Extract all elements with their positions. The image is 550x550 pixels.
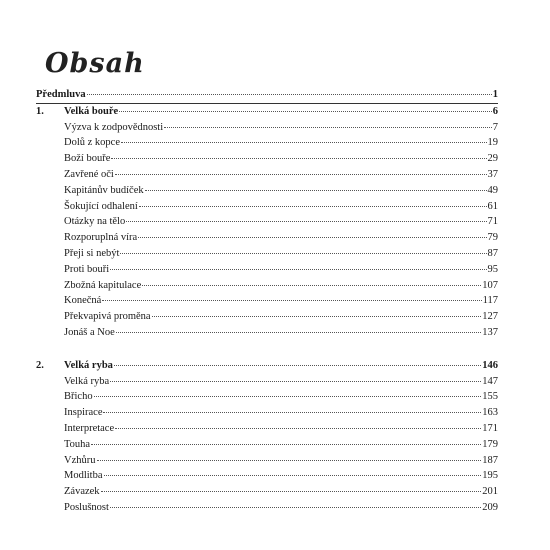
- toc-page-number: 1: [492, 89, 498, 100]
- toc-item: [36, 230, 498, 246]
- toc-item: [36, 405, 498, 421]
- toc-item-label: Vzhůru: [64, 454, 96, 466]
- toc-item: [36, 199, 498, 215]
- toc-page-number: 107: [482, 279, 498, 291]
- toc-page-number: 155: [482, 391, 498, 403]
- toc-item-label: Proti bouři: [64, 263, 110, 275]
- toc-page-number: 61: [487, 200, 498, 212]
- section-gap: [36, 341, 498, 358]
- toc-item-label: Interpretace: [64, 422, 115, 434]
- toc-item: [36, 500, 498, 516]
- toc-item-label: Přeji si nebýt: [64, 247, 120, 259]
- dot-leader: [114, 365, 481, 366]
- dot-leader: [110, 507, 481, 508]
- toc-item: [36, 278, 498, 294]
- dot-leader: [164, 127, 492, 128]
- toc-item: [36, 120, 498, 136]
- dot-leader: [87, 94, 492, 95]
- toc-item-label: Otázky na tělo: [64, 216, 126, 228]
- toc-page-number: 146: [482, 359, 498, 371]
- toc-chapter-1: [36, 104, 498, 120]
- dot-leader: [119, 111, 492, 112]
- dot-leader: [145, 190, 487, 191]
- chapter-title: Velká ryba: [64, 359, 113, 371]
- toc-page-number: 37: [487, 168, 498, 180]
- toc-page-number: 19: [487, 137, 498, 149]
- toc-item: [36, 183, 498, 199]
- toc-item-label: Rozporuplná víra: [64, 232, 138, 244]
- toc-item: [36, 437, 498, 453]
- toc-page-number: 147: [482, 375, 498, 387]
- dot-leader: [142, 285, 481, 286]
- dot-leader: [126, 221, 486, 222]
- dot-leader: [152, 316, 482, 317]
- toc-page-number: 6: [492, 105, 498, 117]
- toc-page-number: 187: [482, 454, 498, 466]
- toc-page-number: 95: [487, 263, 498, 275]
- dot-leader: [138, 237, 486, 238]
- toc-item-label: Poslušnost: [64, 501, 109, 513]
- toc-item-label: Touha: [64, 438, 91, 450]
- toc-page-number: 49: [487, 184, 498, 196]
- dot-leader: [91, 444, 481, 445]
- toc-page-number: 7: [492, 121, 498, 133]
- toc-item: [36, 309, 498, 325]
- toc-page-number: 179: [482, 438, 498, 450]
- toc-item: [36, 484, 498, 500]
- toc-page-number: 29: [487, 153, 498, 165]
- toc-item-label: Překvapivá proměna: [64, 311, 151, 323]
- toc-item-label: Závazek: [64, 486, 100, 498]
- toc-page-number: 201: [482, 486, 498, 498]
- chapter-number: 1.: [36, 105, 44, 117]
- toc-item-label: Kapitánův budíček: [64, 184, 144, 196]
- toc-page-number: 79: [487, 232, 498, 244]
- dot-leader: [110, 269, 486, 270]
- toc-page-number: 171: [482, 422, 498, 434]
- toc-item-label: Modlitba: [64, 470, 103, 482]
- toc-page-number: 209: [482, 501, 498, 513]
- toc-item-label: Inspirace: [64, 407, 103, 419]
- dot-leader: [116, 332, 482, 333]
- toc-entry-label: Předmluva: [36, 89, 86, 100]
- toc-item: [36, 325, 498, 341]
- toc-page-number: 71: [487, 216, 498, 228]
- toc-page-number: 117: [482, 295, 498, 307]
- dot-leader: [115, 174, 487, 175]
- dot-leader: [139, 206, 487, 207]
- dot-leader: [104, 475, 482, 476]
- toc-item-label: Jonáš a Noe: [64, 326, 115, 338]
- toc-item-label: Šokující odhalení: [64, 200, 138, 212]
- toc-page-number: 87: [487, 247, 498, 259]
- toc-item: [36, 167, 498, 183]
- toc-page-number: 163: [482, 407, 498, 419]
- toc-item-label: Boží bouře: [64, 153, 111, 165]
- toc-item: [36, 214, 498, 230]
- dot-leader: [102, 300, 481, 301]
- toc-item-label: Zavřené oči: [64, 168, 114, 180]
- dot-leader: [103, 412, 481, 413]
- toc-entry-preface: [36, 87, 498, 103]
- chapter-number: 2.: [36, 359, 44, 371]
- toc-section-2: [36, 358, 498, 516]
- toc-item: [36, 246, 498, 262]
- dot-leader: [115, 428, 481, 429]
- dot-leader: [120, 253, 486, 254]
- table-of-contents: [36, 87, 498, 516]
- dot-leader: [97, 460, 482, 461]
- toc-item: [36, 389, 498, 405]
- toc-item: [36, 151, 498, 167]
- toc-item-label: Zbožná kapitulace: [64, 279, 142, 291]
- toc-page-number: 195: [482, 470, 498, 482]
- chapter-title: Velká bouře: [64, 105, 119, 117]
- toc-item-label: Břicho: [64, 391, 93, 403]
- toc-title: Obsah: [45, 48, 145, 79]
- toc-chapter-2: [36, 358, 498, 374]
- toc-item: [36, 374, 498, 390]
- toc-item-label: Konečná: [64, 295, 102, 307]
- dot-leader: [101, 491, 482, 492]
- dot-leader: [111, 158, 486, 159]
- toc-item-label: Dolů z kopce: [64, 137, 120, 149]
- toc-item: [36, 421, 498, 437]
- toc-item-label: Výzva k zodpovědnosti: [64, 121, 164, 133]
- toc-section-1: [36, 104, 498, 341]
- toc-page-number: 127: [482, 311, 498, 323]
- toc-item: [36, 293, 498, 309]
- toc-item: [36, 262, 498, 278]
- toc-page-number: 137: [482, 326, 498, 338]
- toc-item: [36, 135, 498, 151]
- toc-item: [36, 453, 498, 469]
- toc-item-label: Velká ryba: [64, 375, 110, 387]
- toc-item: [36, 468, 498, 484]
- dot-leader: [94, 396, 482, 397]
- dot-leader: [121, 142, 487, 143]
- dot-leader: [110, 381, 481, 382]
